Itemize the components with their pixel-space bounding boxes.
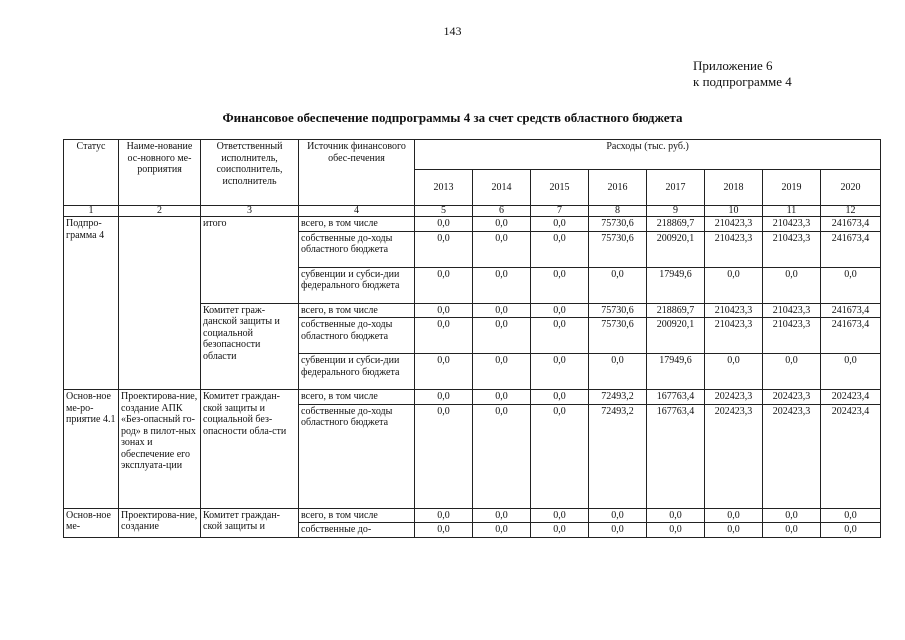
- cell-value-2016: 75730,6: [589, 231, 647, 267]
- cell-source: собственные до-ходы областного бюджета: [299, 318, 415, 354]
- cell-value-2018: 202423,3: [705, 404, 763, 508]
- header-year-2018: 2018: [705, 170, 763, 206]
- cell-name: Проектирова-ние, создание АПК «Без-опасный го-род» в пилот-ных зонах и обеспечение его эксплуата-ции: [119, 390, 201, 509]
- cell-status: Основ-ное ме-: [64, 508, 119, 537]
- cell-value-2020: 0,0: [821, 508, 881, 523]
- table-row: [64, 390, 881, 405]
- cell-value-2020: 241673,4: [821, 217, 881, 232]
- header-expenses: Расходы (тыс. руб.): [415, 140, 881, 170]
- cell-value-2017: 218869,7: [647, 303, 705, 318]
- column-number: 5: [415, 206, 473, 217]
- cell-value-2020: 241673,4: [821, 231, 881, 267]
- cell-executor: итого: [201, 217, 299, 304]
- column-number: 2: [119, 206, 201, 217]
- cell-executor: Комитет граж-данской защиты и социальной безопасности области: [201, 303, 299, 390]
- cell-value-2016: 75730,6: [589, 303, 647, 318]
- cell-value-2016: 0,0: [589, 267, 647, 303]
- cell-value-2016: 75730,6: [589, 217, 647, 232]
- cell-value-2018: 210423,3: [705, 217, 763, 232]
- cell-value-2016: 0,0: [589, 508, 647, 523]
- cell-value-2020: 202423,4: [821, 404, 881, 508]
- cell-value-2020: 241673,4: [821, 318, 881, 354]
- cell-value-2016: 72493,2: [589, 404, 647, 508]
- cell-value-2019: 0,0: [763, 354, 821, 390]
- column-number: 3: [201, 206, 299, 217]
- cell-value-2019: 210423,3: [763, 318, 821, 354]
- cell-value-2017: 167763,4: [647, 390, 705, 405]
- cell-source: субвенции и субси-дии федерального бюджета: [299, 354, 415, 390]
- table-row: [64, 508, 881, 523]
- cell-value-2018: 0,0: [705, 267, 763, 303]
- cell-value-2014: 0,0: [473, 303, 531, 318]
- column-number: 9: [647, 206, 705, 217]
- cell-source: собственные до-ходы областного бюджета: [299, 231, 415, 267]
- cell-value-2019: 210423,3: [763, 217, 821, 232]
- header-year-2019: 2019: [763, 170, 821, 206]
- header-year-2016: 2016: [589, 170, 647, 206]
- cell-value-2017: 200920,1: [647, 318, 705, 354]
- cell-source: всего, в том числе: [299, 508, 415, 523]
- cell-value-2015: 0,0: [531, 231, 589, 267]
- cell-source: всего, в том числе: [299, 217, 415, 232]
- cell-name: Проектирова-ние, создание: [119, 508, 201, 537]
- cell-value-2014: 0,0: [473, 523, 531, 538]
- header-executor: Ответственный исполнитель, соисполнитель, исполнитель: [201, 140, 299, 206]
- header-year-2017: 2017: [647, 170, 705, 206]
- cell-value-2017: 167763,4: [647, 404, 705, 508]
- cell-value-2013: 0,0: [415, 217, 473, 232]
- cell-value-2018: 0,0: [705, 508, 763, 523]
- cell-value-2015: 0,0: [531, 390, 589, 405]
- cell-value-2013: 0,0: [415, 318, 473, 354]
- cell-value-2020: 241673,4: [821, 303, 881, 318]
- cell-value-2020: 0,0: [821, 523, 881, 538]
- cell-value-2015: 0,0: [531, 267, 589, 303]
- cell-value-2020: 202423,4: [821, 390, 881, 405]
- cell-value-2014: 0,0: [473, 217, 531, 232]
- cell-value-2018: 210423,3: [705, 318, 763, 354]
- appendix-note: [693, 58, 792, 90]
- cell-value-2019: 210423,3: [763, 231, 821, 267]
- cell-value-2015: 0,0: [531, 404, 589, 508]
- cell-source: всего, в том числе: [299, 390, 415, 405]
- cell-executor: Комитет граждан-ской защиты и социальной без-опасности обла-сти: [201, 390, 299, 509]
- cell-value-2013: 0,0: [415, 390, 473, 405]
- column-number: 1: [64, 206, 119, 217]
- column-number: 7: [531, 206, 589, 217]
- cell-value-2018: 210423,3: [705, 303, 763, 318]
- cell-value-2018: 202423,3: [705, 390, 763, 405]
- table-row: [64, 217, 881, 232]
- cell-value-2014: 0,0: [473, 267, 531, 303]
- cell-value-2015: 0,0: [531, 303, 589, 318]
- cell-value-2019: 202423,3: [763, 390, 821, 405]
- cell-value-2014: 0,0: [473, 354, 531, 390]
- cell-value-2013: 0,0: [415, 508, 473, 523]
- header-year-2020: 2020: [821, 170, 881, 206]
- column-number: 10: [705, 206, 763, 217]
- header-name: Наиме-нование ос-новного ме-роприятия: [119, 140, 201, 206]
- cell-value-2018: 0,0: [705, 354, 763, 390]
- cell-value-2017: 218869,7: [647, 217, 705, 232]
- cell-value-2015: 0,0: [531, 523, 589, 538]
- cell-value-2017: 17949,6: [647, 267, 705, 303]
- cell-source: собственные до-ходы областного бюджета: [299, 404, 415, 508]
- cell-value-2013: 0,0: [415, 523, 473, 538]
- header-year-2013: 2013: [415, 170, 473, 206]
- cell-value-2018: 0,0: [705, 523, 763, 538]
- header-status: Статус: [64, 140, 119, 206]
- cell-value-2015: 0,0: [531, 217, 589, 232]
- cell-value-2013: 0,0: [415, 267, 473, 303]
- cell-value-2014: 0,0: [473, 508, 531, 523]
- cell-value-2019: 0,0: [763, 267, 821, 303]
- appendix-line-2: к подпрограмме 4: [693, 74, 792, 89]
- header-year-2015: 2015: [531, 170, 589, 206]
- cell-value-2020: 0,0: [821, 354, 881, 390]
- cell-status: Подпро-грамма 4: [64, 217, 119, 390]
- cell-value-2016: 75730,6: [589, 318, 647, 354]
- cell-value-2013: 0,0: [415, 354, 473, 390]
- cell-value-2015: 0,0: [531, 508, 589, 523]
- cell-value-2016: 0,0: [589, 523, 647, 538]
- cell-value-2016: 72493,2: [589, 390, 647, 405]
- cell-value-2017: 17949,6: [647, 354, 705, 390]
- cell-status: Основ-ное ме-ро-приятие 4.1: [64, 390, 119, 509]
- cell-value-2014: 0,0: [473, 404, 531, 508]
- cell-value-2014: 0,0: [473, 390, 531, 405]
- cell-value-2014: 0,0: [473, 231, 531, 267]
- column-number: 12: [821, 206, 881, 217]
- cell-value-2019: 202423,3: [763, 404, 821, 508]
- cell-value-2013: 0,0: [415, 404, 473, 508]
- cell-source: собственные до-: [299, 523, 415, 538]
- column-number: 4: [299, 206, 415, 217]
- cell-executor: Комитет граждан-ской защиты и: [201, 508, 299, 537]
- cell-value-2017: 200920,1: [647, 231, 705, 267]
- column-number: 8: [589, 206, 647, 217]
- cell-value-2020: 0,0: [821, 267, 881, 303]
- column-number: 6: [473, 206, 531, 217]
- cell-value-2013: 0,0: [415, 231, 473, 267]
- cell-source: всего, в том числе: [299, 303, 415, 318]
- cell-value-2019: 0,0: [763, 523, 821, 538]
- cell-value-2015: 0,0: [531, 318, 589, 354]
- cell-value-2013: 0,0: [415, 303, 473, 318]
- document-title: Финансовое обеспечение подпрограммы 4 за счет средств областного бюджета: [222, 110, 683, 125]
- cell-value-2017: 0,0: [647, 523, 705, 538]
- financing-table: [63, 139, 881, 538]
- header-source: Источник финансового обес-печения: [299, 140, 415, 206]
- cell-value-2019: 210423,3: [763, 303, 821, 318]
- cell-source: субвенции и субси-дии федерального бюджета: [299, 267, 415, 303]
- appendix-line-1: Приложение 6: [693, 58, 773, 73]
- cell-value-2017: 0,0: [647, 508, 705, 523]
- header-year-2014: 2014: [473, 170, 531, 206]
- cell-value-2016: 0,0: [589, 354, 647, 390]
- column-number-row: [64, 206, 881, 217]
- cell-name: [119, 217, 201, 390]
- cell-value-2015: 0,0: [531, 354, 589, 390]
- page-number: 143: [443, 24, 462, 38]
- cell-value-2019: 0,0: [763, 508, 821, 523]
- cell-value-2018: 210423,3: [705, 231, 763, 267]
- cell-value-2014: 0,0: [473, 318, 531, 354]
- column-number: 11: [763, 206, 821, 217]
